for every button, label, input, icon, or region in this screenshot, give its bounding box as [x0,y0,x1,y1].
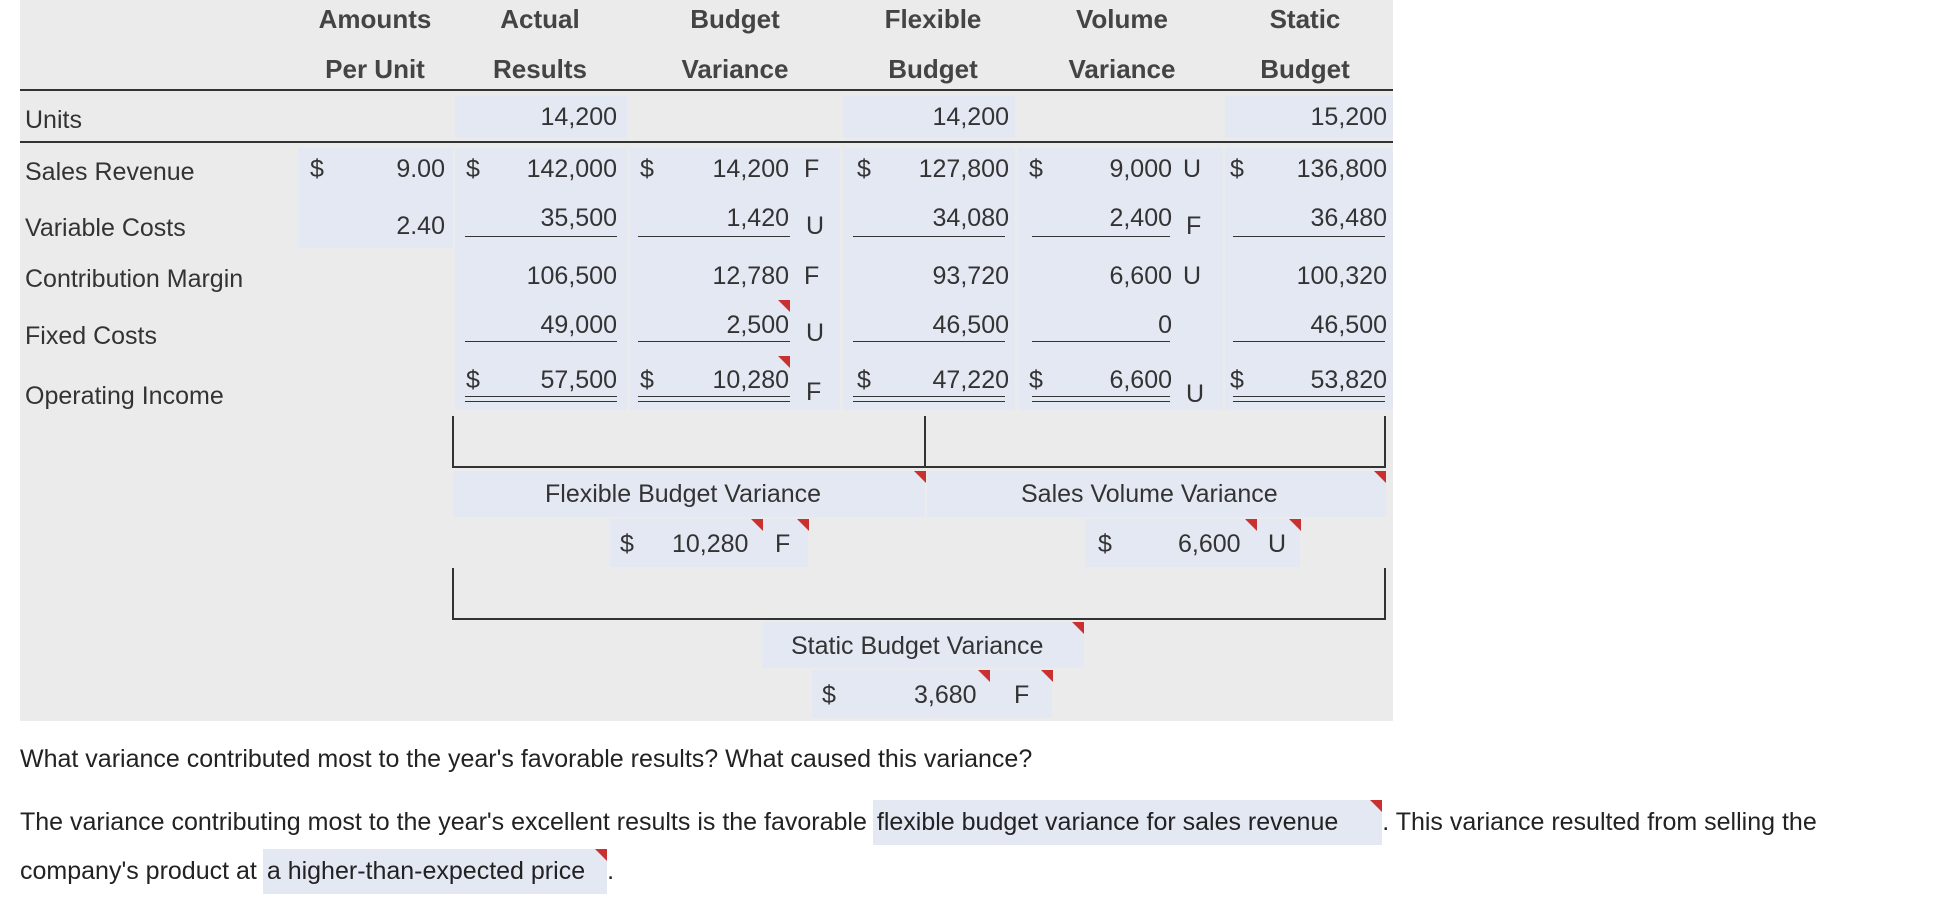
units-underline [20,141,1393,143]
header-budget-var-1: Budget [690,4,780,34]
flexible-variance-label: Flexible Budget Variance [545,480,822,508]
variance-bracket-bottom [452,568,1386,620]
header-flexible-2: Budget [888,54,978,84]
sales-actual-currency: $ [466,155,480,183]
volume-variance-label: Sales Volume Variance [1021,480,1278,508]
static-variance-label: Static Budget Variance [791,632,1044,660]
answer-line-2 [20,849,614,894]
varcost-underline-static [1233,236,1385,237]
opinc-static: 53,820 [1310,366,1387,394]
cause-dropdown[interactable] [263,849,607,894]
cm-budget-var: 12,780 [712,262,789,290]
cm-volume-flag: U [1183,262,1202,290]
opinc-volume-flag: U [1186,380,1205,408]
sales-per-unit: 9.00 [396,155,445,183]
flexible-variance-value-flag-icon [751,519,763,531]
opinc-double-underline-volume [1032,396,1170,402]
row-label-sales: Sales Revenue [25,158,195,186]
opinc-actual-currency: $ [466,366,480,394]
header-actual-1: Actual [500,4,580,34]
header-volume-1: Volume [1076,4,1168,34]
flexible-variance-value: 10,280 [672,530,749,558]
volume-variance-currency: $ [1098,530,1112,558]
opinc-budget-var: 10,280 [712,366,789,394]
row-label-variable-costs: Variable Costs [25,214,186,242]
static-variance-currency: $ [822,681,836,709]
fixed-actual: 49,000 [540,311,617,339]
header-underline [20,89,1393,91]
varcost-flexible: 34,080 [932,204,1009,232]
answer-line2-prefix: company's product at [20,857,257,885]
row-label-units: Units [25,106,82,134]
varcost-underline-volume [1032,236,1170,237]
sales-budget-var: 14,200 [712,155,789,183]
opinc-budget-currency: $ [640,366,654,394]
flexible-variance-flag-icon [797,519,809,531]
variance-dropdown[interactable] [873,800,1382,845]
variance-bracket-divider [924,416,926,468]
opinc-budget-flag: F [806,378,822,406]
sales-flexible: 127,800 [918,155,1009,183]
sales-volume-flag: U [1183,155,1202,183]
variance-dropdown-flag-icon [1370,800,1382,812]
header-static-1: Static [1269,4,1341,34]
flexible-variance-label-flag-icon [914,471,926,483]
opinc-static-currency: $ [1230,366,1244,394]
row-label-fixed-costs: Fixed Costs [25,322,157,350]
units-static: 15,200 [1310,103,1387,131]
row-label-contribution-margin: Contribution Margin [25,265,244,293]
header-flexible-1: Flexible [884,4,982,34]
sales-volume-currency: $ [1029,155,1043,183]
cm-actual: 106,500 [526,262,617,290]
fixed-budget-var-flag-icon [778,300,790,312]
cm-budget-flag: F [804,262,820,290]
question-text: What variance contributed most to the year's favorable results? What caused this variance? [20,745,1033,773]
varcost-volume-flag: F [1186,212,1202,240]
opinc-volume-currency: $ [1029,366,1043,394]
cause-dropdown-value: a higher-than-expected price [266,857,586,885]
volume-variance-label-flag-icon [1374,471,1386,483]
opinc-double-underline-flexible [853,396,1005,402]
fixed-static: 46,500 [1310,311,1387,339]
varcost-actual: 35,500 [540,204,617,232]
static-variance-value-flag-icon [978,670,990,682]
varcost-budget-var: 1,420 [726,204,789,232]
opinc-budget-var-flag-icon [778,356,790,368]
fixed-underline-static [1233,341,1385,342]
opinc-double-underline-static [1233,396,1385,402]
variance-dropdown-value: flexible budget variance for sales revenue [876,808,1339,836]
header-static-2: Budget [1260,54,1350,84]
opinc-volume-var: 6,600 [1109,366,1172,394]
fixed-budget-var: 2,500 [726,311,789,339]
volume-variance-value: 6,600 [1178,530,1241,558]
varcost-volume-var: 2,400 [1109,204,1172,232]
static-variance-label-flag-icon [1072,622,1084,634]
varcost-budget-flag: U [806,212,825,240]
opinc-flexible: 47,220 [932,366,1009,394]
sales-actual: 142,000 [526,155,617,183]
varcost-underline-budget [638,236,790,237]
header-budget-var-2: Variance [681,54,789,84]
fixed-budget-flag: U [806,319,825,347]
varcost-underline-actual [465,236,617,237]
flexible-variance-flag: F [775,530,791,558]
static-variance-value: 3,680 [914,681,977,709]
cm-flexible: 93,720 [932,262,1009,290]
header-amounts-1: Amounts [318,4,432,34]
varcost-static: 36,480 [1310,204,1387,232]
header-amounts-2: Per Unit [325,54,425,84]
sales-per-unit-currency: $ [310,155,324,183]
sales-flexible-currency: $ [857,155,871,183]
units-actual: 14,200 [540,103,617,131]
static-variance-flag: F [1014,681,1030,709]
fixed-volume-var: 0 [1158,311,1172,339]
sales-static: 136,800 [1296,155,1387,183]
variance-bracket-top [452,416,1386,468]
sales-budget-flag: F [804,155,820,183]
cm-volume-var: 6,600 [1109,262,1172,290]
flexible-variance-currency: $ [620,530,634,558]
varcost-underline-flexible [853,236,1005,237]
sales-static-currency: $ [1230,155,1244,183]
cm-static: 100,320 [1296,262,1387,290]
fixed-flexible: 46,500 [932,311,1009,339]
opinc-double-underline-actual [465,396,617,402]
cause-dropdown-flag-icon [595,849,607,861]
sales-volume-var: 9,000 [1109,155,1172,183]
opinc-actual: 57,500 [540,366,617,394]
header-volume-2: Variance [1068,54,1176,84]
answer-middle: . This variance resulted from selling the [1382,808,1817,836]
answer-suffix: . [607,857,615,885]
row-label-operating-income: Operating Income [25,382,224,410]
fixed-underline-volume [1032,341,1170,342]
fixed-underline-actual [465,341,617,342]
volume-variance-flag-icon [1289,519,1301,531]
static-variance-flag-icon [1041,670,1053,682]
opinc-flexible-currency: $ [857,366,871,394]
varcost-per-unit: 2.40 [396,212,445,240]
sales-budget-var-currency: $ [640,155,654,183]
units-flexible: 14,200 [932,103,1009,131]
fixed-underline-flexible [853,341,1005,342]
fixed-underline-budget [638,341,790,342]
answer-line-1 [20,800,1817,845]
answer-prefix: The variance contributing most to the year's excellent results is the favorable [20,808,867,836]
volume-variance-value-flag-icon [1245,519,1257,531]
opinc-double-underline-budget [638,396,790,402]
header-actual-2: Results [493,54,587,84]
volume-variance-flag: U [1268,530,1287,558]
